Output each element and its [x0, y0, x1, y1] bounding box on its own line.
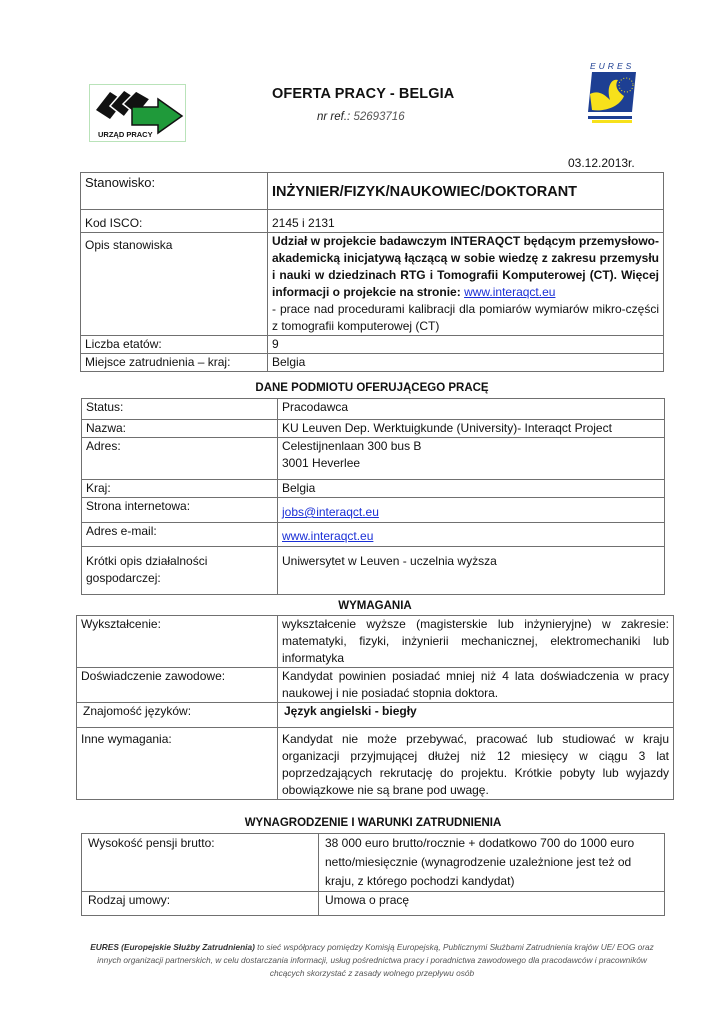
salary-table [81, 833, 665, 916]
row-label: Kod ISCO: [81, 210, 268, 233]
email-link[interactable]: www.interaqct.eu [282, 529, 374, 543]
work-country: Belgia [268, 354, 664, 372]
ref-value: 52693716 [353, 111, 405, 123]
salary-value: 38 000 euro brutto/rocznie + dodatkowo 700 do 1000 euro netto/miesięcznie (wynagrodzenie uzależnione jest też od kraju, z którego pochodzi kandydat) [319, 834, 665, 892]
ref-label: nr ref.: [317, 111, 351, 123]
experience-value: Kandydat powinien posiadać mniej niż 4 lata doświadczenia w pracy naukowej i nie posiadać stopnia doktora. [278, 668, 674, 703]
row-label: Znajomość języków: [77, 703, 278, 728]
table-row [82, 498, 665, 523]
table-row [82, 834, 665, 892]
footer-bold: EURES (Europejskie Służby Zatrudnienia) [90, 942, 255, 952]
address-line-2: 3001 Heverlee [282, 456, 361, 470]
employer-table [81, 398, 665, 595]
eures-logo [584, 60, 640, 132]
table-row [77, 728, 674, 800]
svg-text:URZĄD PRACY: URZĄD PRACY [98, 130, 153, 139]
footer-text: to sieć współpracy pomiędzy Komisją Europejską, Publicznymi Służbami Zatrudnienia krajów UE/ EOG oraz innych organizacji partnerskich, w celu dostarczania informacji, usług pośrednictwa pracy i poradnictwa zawodowego dla pracodawców i pracowników chcących skorzystać z zasady wolnego przepływu osób [97, 942, 654, 978]
position-table [80, 172, 664, 372]
job-title: INŻYNIER/FIZYK/NAUKOWIEC/DOKTORANT [268, 173, 664, 210]
row-label: Nazwa: [82, 420, 278, 438]
project-website-link[interactable]: www.interaqct.eu [464, 285, 556, 299]
row-label: Adres e-mail: [82, 523, 278, 547]
website-link[interactable]: jobs@interaqct.eu [282, 505, 379, 519]
employer-country: Belgia [278, 480, 665, 498]
contract-type-value: Umowa o pracę [319, 892, 665, 916]
label-line-1: Krótki opis działalności [86, 554, 208, 568]
employer-website [278, 498, 665, 523]
eures-logo-icon [584, 60, 640, 132]
table-row [81, 354, 664, 372]
table-row [77, 668, 674, 703]
employer-name: KU Leuven Dep. Werktuigkunde (University)- Interaqct Project [278, 420, 665, 438]
other-requirements-value: Kandydat nie może przebywać, pracować lub studiować w kraju organizacji przyjmującej dłużej niż 12 miesięcy w ciągu 3 lat poprzedzających rekrutację do projektu. Krótkie pobyty lub wyjazdy obowiązkowe nie są brane pod uwagę. [278, 728, 674, 800]
requirements-table [76, 615, 674, 800]
row-label: Doświadczenie zawodowe: [77, 668, 278, 703]
urzad-pracy-logo [89, 84, 186, 142]
table-row [82, 480, 665, 498]
table-row [81, 173, 664, 210]
employer-status: Pracodawca [278, 399, 665, 420]
table-row [81, 336, 664, 354]
table-row [82, 523, 665, 547]
table-row [82, 547, 665, 595]
table-row [82, 438, 665, 480]
page-title: OFERTA PRACY - BELGIA [272, 86, 455, 102]
employer-email [278, 523, 665, 547]
languages-value: Język angielski - biegły [278, 703, 674, 728]
table-row [81, 210, 664, 233]
education-value: wykształcenie wyższe (magisterskie lub inżynieryjne) w zakresie: matematyki, fizyki, inżynierii mechanicznej, elektromechaniki lub informatyka [278, 616, 674, 668]
address-line-1: Celestijnenlaan 300 bus B [282, 439, 422, 453]
description-bold: Udział w projekcie badawczym INTERAQCT będącym przemysłowo-akademicką inicjatywą łączącą w sobie wiedzę z zakresu przemysłu i nauki w dziedzinach RTG i Tomografii Komputerowej (CT). Więcej informacji o projekcie na stronie: [272, 234, 659, 299]
urzad-pracy-logo-icon [90, 85, 185, 141]
row-label [82, 547, 278, 595]
row-label: Stanowisko: [81, 173, 268, 210]
document-date: 03.12.2013r. [568, 156, 635, 170]
isco-code: 2145 i 2131 [268, 210, 664, 233]
table-row [81, 233, 664, 336]
table-row [77, 616, 674, 668]
row-label: Strona internetowa: [82, 498, 278, 523]
job-description [268, 233, 664, 336]
svg-text:EURES: EURES [590, 61, 635, 71]
row-label: Wysokość pensji brutto: [82, 834, 319, 892]
salary-section-heading: WYNAGRODZENIE I WARUNKI ZATRUDNIENIA [244, 817, 502, 829]
positions-count: 9 [268, 336, 664, 354]
table-row [82, 420, 665, 438]
table-row [82, 399, 665, 420]
row-label: Kraj: [82, 480, 278, 498]
row-label: Liczba etatów: [81, 336, 268, 354]
employer-address [278, 438, 665, 480]
row-label: Rodzaj umowy: [82, 892, 319, 916]
footer-note [86, 941, 658, 980]
row-label: Status: [82, 399, 278, 420]
row-label: Opis stanowiska [81, 233, 268, 336]
row-label: Wykształcenie: [77, 616, 278, 668]
business-description: Uniwersytet w Leuven - uczelnia wyższa [278, 547, 665, 595]
reference-number [317, 111, 405, 123]
row-label: Adres: [82, 438, 278, 480]
table-row [82, 892, 665, 916]
requirements-section-heading: WYMAGANIA [338, 600, 412, 612]
table-row [77, 703, 674, 728]
label-line-2: gospodarczej: [86, 571, 161, 585]
row-label: Miejsce zatrudnienia – kraj: [81, 354, 268, 372]
description-tasks: - prace nad procedurami kalibracji dla pomiarów wymiarów mikro-części z tomografii komputerowej (CT) [272, 302, 659, 333]
employer-section-heading: DANE PODMIOTU OFERUJĄCEGO PRACĘ [255, 382, 489, 394]
row-label: Inne wymagania: [77, 728, 278, 800]
